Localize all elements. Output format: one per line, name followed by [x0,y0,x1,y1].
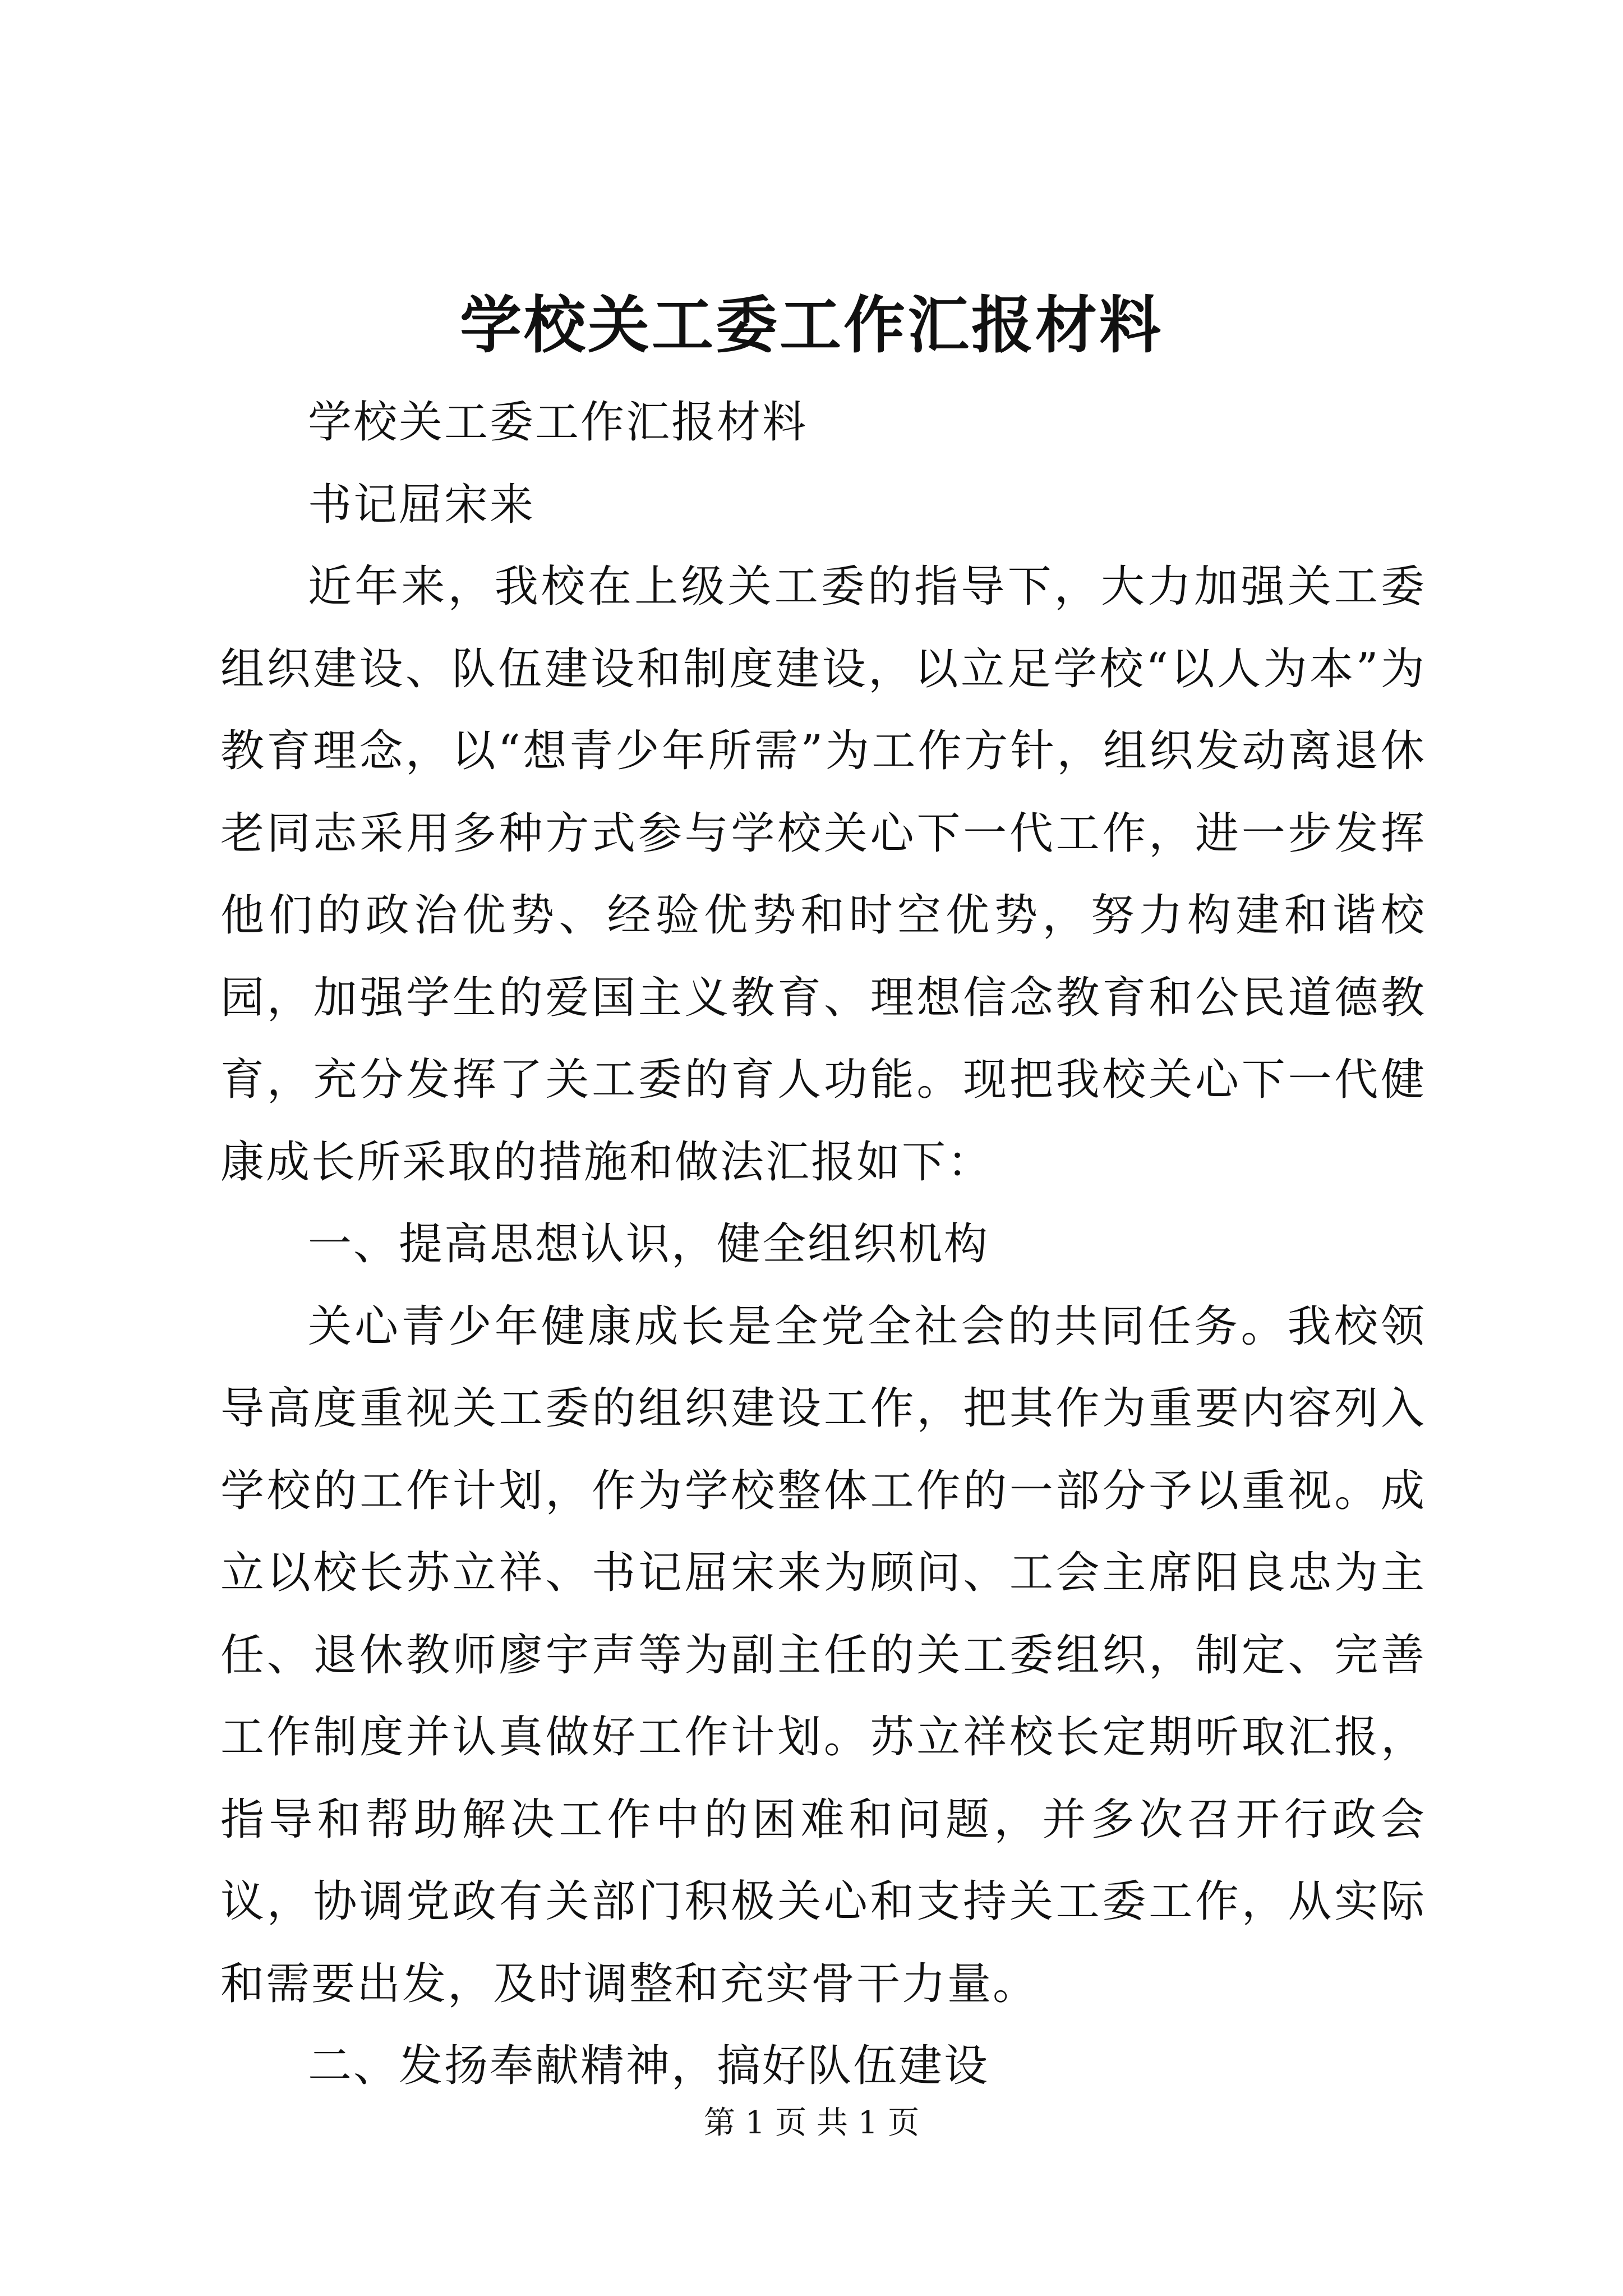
document-body [220,381,1426,2108]
author-paragraph: 书记屈宋来 [308,479,536,530]
section-1-paragraph: 关心青少年健康成长是全党全社会的共同任务。我校领导高度重视关工委的组织建设工作，把其作为重要内容列入学校的工作计划，作为学校整体工作的一部分予以重视。成立以校长苏立祥、书记屈宋来为顾问、工会主席阳良忠为主任、退休教师廖宇声等为副主任的关工委组织，制定、完善工作制度并认真做好工作计划。苏立祥校长定期听取汇报，指导和帮助解决工作中的困难和问题，并多次召开行政会议，协调党政有关部门积极关心和支持关工委工作，从实际和需要出发，及时调整和充实骨干力量。 [220,1301,1426,2009]
section-heading-2: 二、发扬奉献精神，搞好队伍建设 [308,2041,990,2091]
subtitle-paragraph: 学校关工委工作汇报材料 [308,397,808,448]
document-title: 学校关工委工作汇报材料 [460,289,1163,361]
page-number-label: 第 1 页 共 1 页 [703,2105,920,2141]
section-heading-1: 一、提高思想认识，健全组织机构 [308,1219,990,1269]
page-footer [0,2101,1623,2146]
intro-paragraph: 近年来，我校在上级关工委的指导下，大力加强关工委组织建设、队伍建设和制度建设，以立足学校“以人为本”为教育理念，以“想青少年所需”为工作方针，组织发动离退休老同志采用多种方式参与学校关心下一代工作，进一步发挥他们的政治优势、经验优势和时空优势，努力构建和谐校园，加强学生的爱国主义教育、理想信念教育和公民道德教育，充分发挥了关工委的育人功能。现把我校关心下一代健康成长所采取的措施和做法汇报如下： [220,562,1426,1188]
